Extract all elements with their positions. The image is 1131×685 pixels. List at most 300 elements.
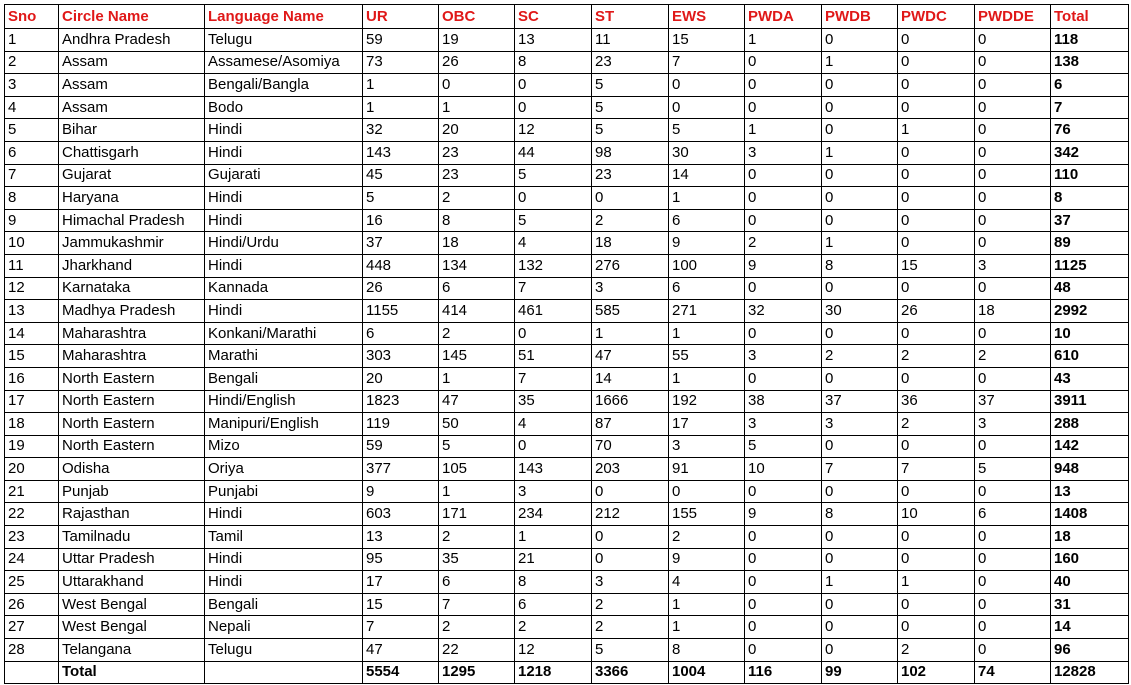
table-cell: 1125: [1051, 254, 1129, 277]
table-cell: 32: [745, 300, 822, 323]
column-header-obc: OBC: [439, 5, 515, 29]
table-cell: 2: [592, 209, 669, 232]
table-cell: 11: [5, 254, 59, 277]
table-cell: 38: [745, 390, 822, 413]
table-cell: 145: [439, 345, 515, 368]
table-cell: 0: [822, 480, 898, 503]
table-cell: 2: [439, 322, 515, 345]
table-cell: 7: [898, 458, 975, 481]
table-row: [5, 616, 1129, 639]
table-cell: 0: [975, 141, 1051, 164]
table-cell: Mizo: [205, 435, 363, 458]
table-cell: 23: [592, 51, 669, 74]
table-cell: Bengali: [205, 593, 363, 616]
table-cell: 6: [5, 141, 59, 164]
table-row: [5, 390, 1129, 413]
table-cell: Hindi: [205, 548, 363, 571]
table-cell: 0: [822, 74, 898, 97]
total-cell: [205, 661, 363, 684]
column-header-st: ST: [592, 5, 669, 29]
table-cell: 23: [592, 164, 669, 187]
table-cell: Jammukashmir: [59, 232, 205, 255]
table-cell: Karnataka: [59, 277, 205, 300]
table-cell: 134: [439, 254, 515, 277]
table-cell: 160: [1051, 548, 1129, 571]
table-cell: 21: [515, 548, 592, 571]
table-cell: 13: [5, 300, 59, 323]
table-cell: 2: [898, 639, 975, 662]
table-cell: 30: [822, 300, 898, 323]
table-cell: Haryana: [59, 187, 205, 210]
table-cell: 5: [592, 96, 669, 119]
table-cell: 32: [363, 119, 439, 142]
table-cell: 0: [898, 232, 975, 255]
table-cell: Bodo: [205, 96, 363, 119]
table-cell: 11: [592, 29, 669, 52]
table-cell: 0: [515, 322, 592, 345]
table-cell: 2: [975, 345, 1051, 368]
column-header-ur: UR: [363, 5, 439, 29]
table-cell: 2: [745, 232, 822, 255]
table-cell: 9: [669, 232, 745, 255]
table-cell: Himachal Pradesh: [59, 209, 205, 232]
table-cell: 0: [822, 322, 898, 345]
table-cell: 0: [975, 209, 1051, 232]
table-cell: 1666: [592, 390, 669, 413]
table-cell: 0: [669, 480, 745, 503]
table-cell: 0: [515, 96, 592, 119]
total-cell: 116: [745, 661, 822, 684]
table-cell: 15: [5, 345, 59, 368]
table-body: [5, 29, 1129, 684]
table-cell: 0: [439, 74, 515, 97]
table-cell: 20: [363, 367, 439, 390]
table-cell: 0: [822, 548, 898, 571]
table-cell: 0: [898, 480, 975, 503]
table-cell: 0: [898, 367, 975, 390]
table-cell: Hindi: [205, 571, 363, 594]
table-cell: 9: [745, 503, 822, 526]
table-cell: 203: [592, 458, 669, 481]
table-cell: 5: [669, 119, 745, 142]
table-row: [5, 232, 1129, 255]
table-cell: 0: [975, 526, 1051, 549]
table-cell: 89: [1051, 232, 1129, 255]
table-cell: 0: [975, 435, 1051, 458]
total-cell: [5, 661, 59, 684]
table-cell: 4: [515, 413, 592, 436]
table-cell: 98: [592, 141, 669, 164]
table-row: [5, 593, 1129, 616]
table-cell: 0: [592, 526, 669, 549]
table-cell: West Bengal: [59, 616, 205, 639]
table-cell: 138: [1051, 51, 1129, 74]
table-cell: Jharkhand: [59, 254, 205, 277]
table-row: [5, 548, 1129, 571]
table-row: [5, 639, 1129, 662]
table-cell: 105: [439, 458, 515, 481]
table-cell: 5: [515, 209, 592, 232]
table-cell: 28: [5, 639, 59, 662]
table-cell: 1: [669, 616, 745, 639]
table-cell: 37: [1051, 209, 1129, 232]
table-cell: Assam: [59, 74, 205, 97]
table-cell: 7: [669, 51, 745, 74]
table-cell: 0: [822, 367, 898, 390]
table-cell: 47: [439, 390, 515, 413]
table-cell: 2: [439, 187, 515, 210]
table-cell: 47: [363, 639, 439, 662]
table-cell: 212: [592, 503, 669, 526]
table-cell: Assam: [59, 96, 205, 119]
table-cell: 0: [822, 593, 898, 616]
table-cell: West Bengal: [59, 593, 205, 616]
table-cell: Chattisgarh: [59, 141, 205, 164]
table-cell: 31: [1051, 593, 1129, 616]
table-cell: 0: [745, 548, 822, 571]
table-cell: 95: [363, 548, 439, 571]
table-cell: 10: [745, 458, 822, 481]
column-header-sc: SC: [515, 5, 592, 29]
table-cell: 0: [745, 526, 822, 549]
table-cell: 40: [1051, 571, 1129, 594]
table-cell: 271: [669, 300, 745, 323]
total-cell: 102: [898, 661, 975, 684]
table-cell: Assam: [59, 51, 205, 74]
table-cell: 461: [515, 300, 592, 323]
table-cell: Madhya Pradesh: [59, 300, 205, 323]
table-cell: Hindi: [205, 503, 363, 526]
table-cell: Telugu: [205, 639, 363, 662]
table-cell: 1408: [1051, 503, 1129, 526]
column-header-pwdc: PWDC: [898, 5, 975, 29]
table-cell: 8: [515, 51, 592, 74]
table-cell: 1: [745, 29, 822, 52]
table-cell: 6: [515, 593, 592, 616]
table-cell: 0: [745, 593, 822, 616]
table-cell: 76: [1051, 119, 1129, 142]
table-cell: 10: [5, 232, 59, 255]
table-cell: 18: [975, 300, 1051, 323]
table-row: [5, 413, 1129, 436]
total-cell: 5554: [363, 661, 439, 684]
table-cell: 0: [745, 96, 822, 119]
table-cell: 5: [745, 435, 822, 458]
table-cell: Hindi: [205, 300, 363, 323]
total-cell: 1004: [669, 661, 745, 684]
table-cell: 23: [5, 526, 59, 549]
table-cell: 87: [592, 413, 669, 436]
table-cell: 37: [975, 390, 1051, 413]
table-cell: 0: [898, 435, 975, 458]
table-cell: 1: [898, 119, 975, 142]
table-cell: 24: [5, 548, 59, 571]
table-cell: 22: [439, 639, 515, 662]
table-cell: 0: [898, 74, 975, 97]
table-cell: 0: [975, 367, 1051, 390]
table-cell: 1: [669, 593, 745, 616]
table-cell: 0: [898, 616, 975, 639]
table-cell: 20: [5, 458, 59, 481]
table-cell: 0: [592, 187, 669, 210]
table-cell: Gujarat: [59, 164, 205, 187]
table-cell: 70: [592, 435, 669, 458]
table-cell: 603: [363, 503, 439, 526]
column-header-pwdb: PWDB: [822, 5, 898, 29]
table-cell: 27: [5, 616, 59, 639]
table-row: [5, 29, 1129, 52]
table-cell: Andhra Pradesh: [59, 29, 205, 52]
column-header-sno: Sno: [5, 5, 59, 29]
table-cell: 0: [898, 29, 975, 52]
table-cell: 0: [898, 548, 975, 571]
column-header-total: Total: [1051, 5, 1129, 29]
table-cell: 342: [1051, 141, 1129, 164]
total-row: [5, 661, 1129, 684]
table-cell: 0: [975, 164, 1051, 187]
table-cell: 0: [975, 51, 1051, 74]
table-cell: 8: [1051, 187, 1129, 210]
table-cell: 4: [669, 571, 745, 594]
table-cell: 132: [515, 254, 592, 277]
table-cell: 1: [669, 367, 745, 390]
table-cell: 30: [669, 141, 745, 164]
table-cell: Konkani/Marathi: [205, 322, 363, 345]
table-cell: 36: [898, 390, 975, 413]
table-cell: 0: [975, 548, 1051, 571]
table-cell: Telugu: [205, 29, 363, 52]
table-row: [5, 51, 1129, 74]
table-cell: 1823: [363, 390, 439, 413]
table-cell: 2: [898, 345, 975, 368]
table-cell: 19: [5, 435, 59, 458]
table-cell: 23: [439, 164, 515, 187]
table-cell: 0: [898, 164, 975, 187]
table-cell: Maharashtra: [59, 322, 205, 345]
table-cell: 3: [975, 413, 1051, 436]
table-cell: 414: [439, 300, 515, 323]
table-cell: Uttarakhand: [59, 571, 205, 594]
table-cell: 2: [898, 413, 975, 436]
table-cell: 13: [1051, 480, 1129, 503]
table-cell: 2: [515, 616, 592, 639]
table-cell: 1: [439, 480, 515, 503]
table-cell: 0: [975, 593, 1051, 616]
column-header-pwda: PWDA: [745, 5, 822, 29]
table-cell: 1: [898, 571, 975, 594]
table-cell: 7: [822, 458, 898, 481]
table-row: [5, 254, 1129, 277]
table-cell: 3: [822, 413, 898, 436]
table-cell: 8: [822, 503, 898, 526]
table-cell: 0: [822, 187, 898, 210]
table-cell: 2992: [1051, 300, 1129, 323]
column-header-ews: EWS: [669, 5, 745, 29]
table-cell: 1: [669, 322, 745, 345]
table-cell: 12: [5, 277, 59, 300]
table-cell: 1: [822, 51, 898, 74]
table-cell: 1: [822, 232, 898, 255]
table-row: [5, 435, 1129, 458]
table-cell: 155: [669, 503, 745, 526]
table-cell: 10: [898, 503, 975, 526]
table-cell: 0: [745, 639, 822, 662]
table-cell: 3: [5, 74, 59, 97]
table-cell: 610: [1051, 345, 1129, 368]
table-row: [5, 209, 1129, 232]
total-cell: 99: [822, 661, 898, 684]
vacancy-table: [4, 4, 1129, 684]
table-cell: 1: [5, 29, 59, 52]
table-row: [5, 141, 1129, 164]
table-cell: North Eastern: [59, 413, 205, 436]
table-cell: 6: [669, 209, 745, 232]
table-row: [5, 277, 1129, 300]
table-cell: 8: [515, 571, 592, 594]
table-cell: 0: [592, 480, 669, 503]
table-cell: Hindi/English: [205, 390, 363, 413]
table-cell: Maharashtra: [59, 345, 205, 368]
table-cell: 48: [1051, 277, 1129, 300]
table-cell: 14: [5, 322, 59, 345]
table-cell: 948: [1051, 458, 1129, 481]
table-cell: 7: [1051, 96, 1129, 119]
table-cell: 276: [592, 254, 669, 277]
table-cell: 17: [363, 571, 439, 594]
table-cell: 20: [439, 119, 515, 142]
table-cell: Gujarati: [205, 164, 363, 187]
table-cell: Assamese/Asomiya: [205, 51, 363, 74]
table-cell: 5: [515, 164, 592, 187]
table-cell: 6: [1051, 74, 1129, 97]
table-cell: 25: [5, 571, 59, 594]
total-cell: 12828: [1051, 661, 1129, 684]
table-cell: 3: [669, 435, 745, 458]
table-cell: Bengali/Bangla: [205, 74, 363, 97]
column-header-circle-name: Circle Name: [59, 5, 205, 29]
table-cell: 0: [822, 435, 898, 458]
table-cell: 0: [822, 29, 898, 52]
table-cell: 0: [745, 322, 822, 345]
table-cell: 0: [898, 209, 975, 232]
table-cell: 0: [515, 435, 592, 458]
table-row: [5, 571, 1129, 594]
table-cell: 6: [363, 322, 439, 345]
column-header-pwdde: PWDDE: [975, 5, 1051, 29]
table-cell: 1: [822, 571, 898, 594]
table-cell: 13: [515, 29, 592, 52]
table-cell: 2: [822, 345, 898, 368]
table-cell: 0: [822, 616, 898, 639]
table-cell: 303: [363, 345, 439, 368]
table-row: [5, 526, 1129, 549]
table-cell: 0: [669, 96, 745, 119]
table-cell: 13: [363, 526, 439, 549]
table-row: [5, 322, 1129, 345]
table-cell: 0: [975, 571, 1051, 594]
table-cell: Rajasthan: [59, 503, 205, 526]
table-cell: 9: [5, 209, 59, 232]
table-cell: 35: [439, 548, 515, 571]
table-cell: 2: [439, 526, 515, 549]
table-cell: Odisha: [59, 458, 205, 481]
total-cell: Total: [59, 661, 205, 684]
table-cell: 8: [669, 639, 745, 662]
table-cell: 0: [822, 526, 898, 549]
table-cell: 0: [515, 74, 592, 97]
table-cell: 0: [898, 322, 975, 345]
table-cell: 0: [745, 74, 822, 97]
table-cell: 16: [5, 367, 59, 390]
table-cell: 15: [898, 254, 975, 277]
table-cell: 0: [745, 187, 822, 210]
table-cell: 5: [592, 74, 669, 97]
table-cell: 3: [592, 277, 669, 300]
table-cell: 0: [975, 480, 1051, 503]
table-cell: North Eastern: [59, 390, 205, 413]
table-cell: 8: [822, 254, 898, 277]
table-cell: 7: [515, 367, 592, 390]
table-row: [5, 458, 1129, 481]
table-cell: 1: [822, 141, 898, 164]
table-cell: 3: [975, 254, 1051, 277]
table-cell: 0: [745, 51, 822, 74]
table-cell: Manipuri/English: [205, 413, 363, 436]
table-cell: 1: [515, 526, 592, 549]
table-cell: 119: [363, 413, 439, 436]
table-cell: 1155: [363, 300, 439, 323]
table-cell: 0: [822, 96, 898, 119]
table-cell: 1: [439, 367, 515, 390]
table-cell: 118: [1051, 29, 1129, 52]
total-cell: 1295: [439, 661, 515, 684]
table-cell: 0: [975, 322, 1051, 345]
table-row: [5, 480, 1129, 503]
table-cell: 17: [5, 390, 59, 413]
table-cell: 6: [439, 277, 515, 300]
table-cell: 0: [822, 119, 898, 142]
table-cell: 2: [592, 616, 669, 639]
table-cell: 3: [745, 141, 822, 164]
table-cell: 171: [439, 503, 515, 526]
table-cell: 0: [822, 639, 898, 662]
table-cell: Tamilnadu: [59, 526, 205, 549]
table-cell: 5: [592, 119, 669, 142]
table-cell: 3: [745, 345, 822, 368]
table-cell: Hindi: [205, 254, 363, 277]
table-cell: Telangana: [59, 639, 205, 662]
table-cell: 12: [515, 119, 592, 142]
table-cell: 73: [363, 51, 439, 74]
table-cell: 0: [745, 367, 822, 390]
table-cell: 0: [975, 616, 1051, 639]
table-cell: 448: [363, 254, 439, 277]
table-cell: 18: [5, 413, 59, 436]
table-cell: 17: [669, 413, 745, 436]
table-cell: Kannada: [205, 277, 363, 300]
table-cell: 26: [439, 51, 515, 74]
table-cell: 50: [439, 413, 515, 436]
table-cell: 18: [439, 232, 515, 255]
table-cell: 8: [5, 187, 59, 210]
table-cell: 37: [822, 390, 898, 413]
table-row: [5, 367, 1129, 390]
table-cell: 9: [745, 254, 822, 277]
table-cell: 0: [592, 548, 669, 571]
table-cell: 14: [1051, 616, 1129, 639]
table-cell: 19: [439, 29, 515, 52]
table-cell: Oriya: [205, 458, 363, 481]
